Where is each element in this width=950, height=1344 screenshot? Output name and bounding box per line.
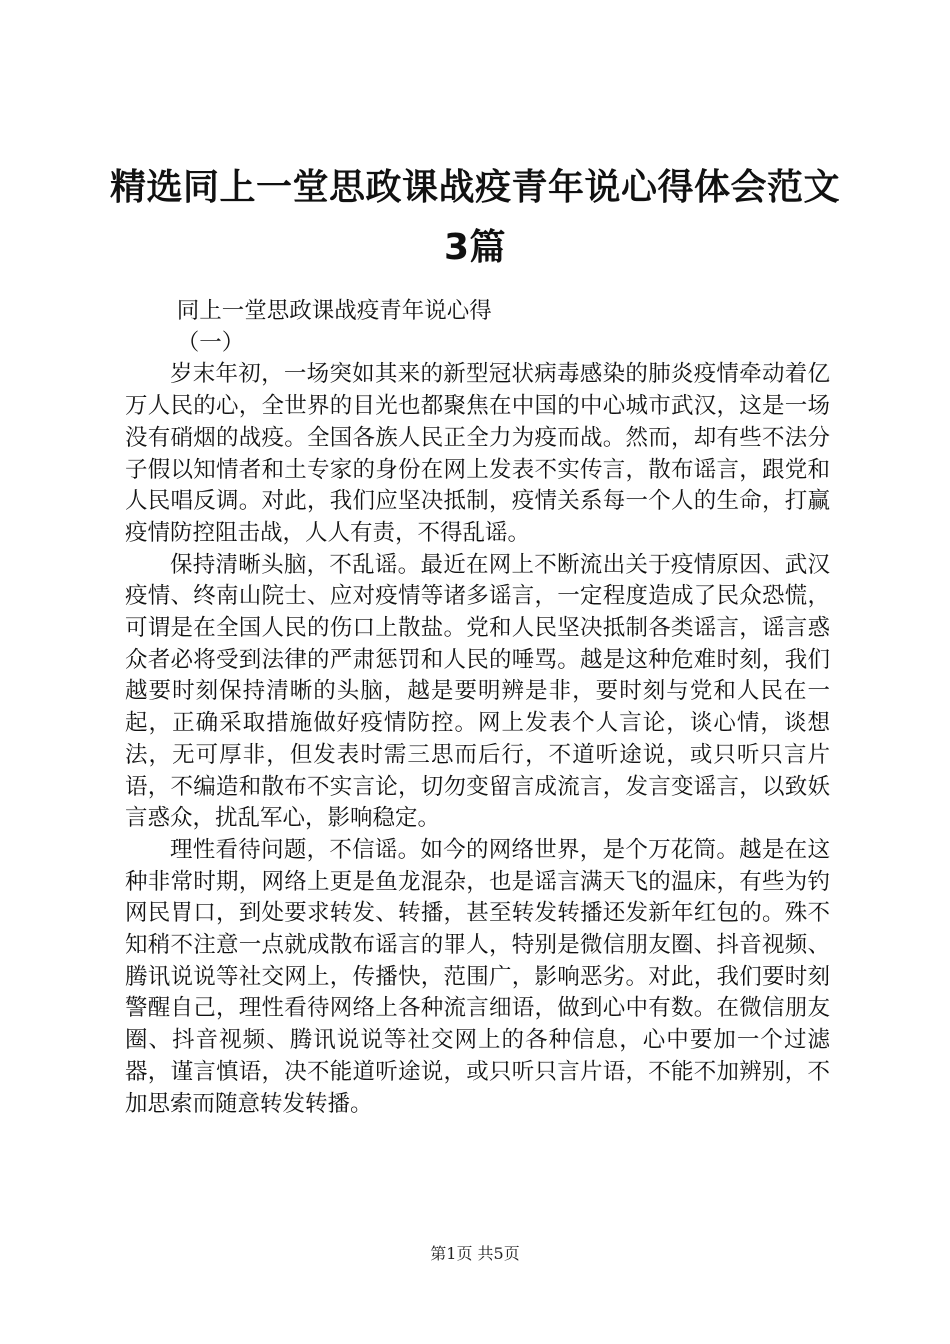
page-title (110, 158, 840, 278)
section-marker: （一） (176, 329, 245, 356)
paragraph-1: 岁末年初，一场突如其来的新型冠状病毒感染的肺炎疫情牵动着亿万人民的心，全世界的目光也都聚焦在中国的中心城市武汉，这是一场没有硝烟的战疫。全国各族人民正全力为疫而战。然而，却有些不法分子假以知情者和土专家的身份在网上发表不实传言，散布谣言，跟党和人民唱反调。对此，我们应坚决抵制，疫情关系每一个人的生命，打赢疫情防控阻击战，人人有责，不得乱谣。 (125, 361, 830, 546)
title-line-2: 3篇 (443, 227, 507, 268)
paragraph-2: 保持清晰头脑，不乱谣。最近在网上不断流出关于疫情原因、武汉疫情、终南山院士、应对疫情等诸多谣言，一定程度造成了民众恐慌，可谓是在全国人民的伤口上散盐。党和人民坚决抵制各类谣言，谣言惑众者必将受到法律的严肃惩罚和人民的唾骂。越是这种危难时刻，我们越要时刻保持清晰的头脑，越是要明辨是非，要时刻与党和人民在一起，正确采取措施做好疫情防控。网上发表个人言论，谈心情，谈想法，无可厚非，但发表时需三思而后行，不道听途说，或只听只言片语，不编造和散布不实言论，切勿变留言成流言，发言变谣言，以致妖言惑众，扰乱军心，影响稳定。 (125, 551, 830, 832)
paragraph-3: 理性看待问题，不信谣。如今的网络世界，是个万花筒。越是在这种非常时期，网络上更是鱼龙混杂，也是谣言满天飞的温床，有些为钓网民胃口，到处要求转发、转播，甚至转发转播还发新年红包的。殊不知稍不注意一点就成散布谣言的罪人，特别是微信朋友圈、抖音视频、腾讯说说等社交网上，传播快，范围广，影响恶劣。对此，我们要时刻警醒自己，理性看待网络上各种流言细语，做到心中有数。在微信朋友圈、抖音视频、腾讯说说等社交网上的各种信息，心中要加一个过滤器，谨言慎语，决不能道听途说，或只听只言片语，不能不加辨别，不加思索而随意转发转播。 (125, 836, 830, 1117)
title-line-1: 精选同上一堂思政课战疫青年说心得体会范文 (110, 167, 841, 208)
document-body (125, 296, 830, 1120)
page-footer: 第1页 共5页 (430, 1244, 520, 1263)
subtitle: 同上一堂思政课战疫青年说心得 (176, 298, 492, 324)
